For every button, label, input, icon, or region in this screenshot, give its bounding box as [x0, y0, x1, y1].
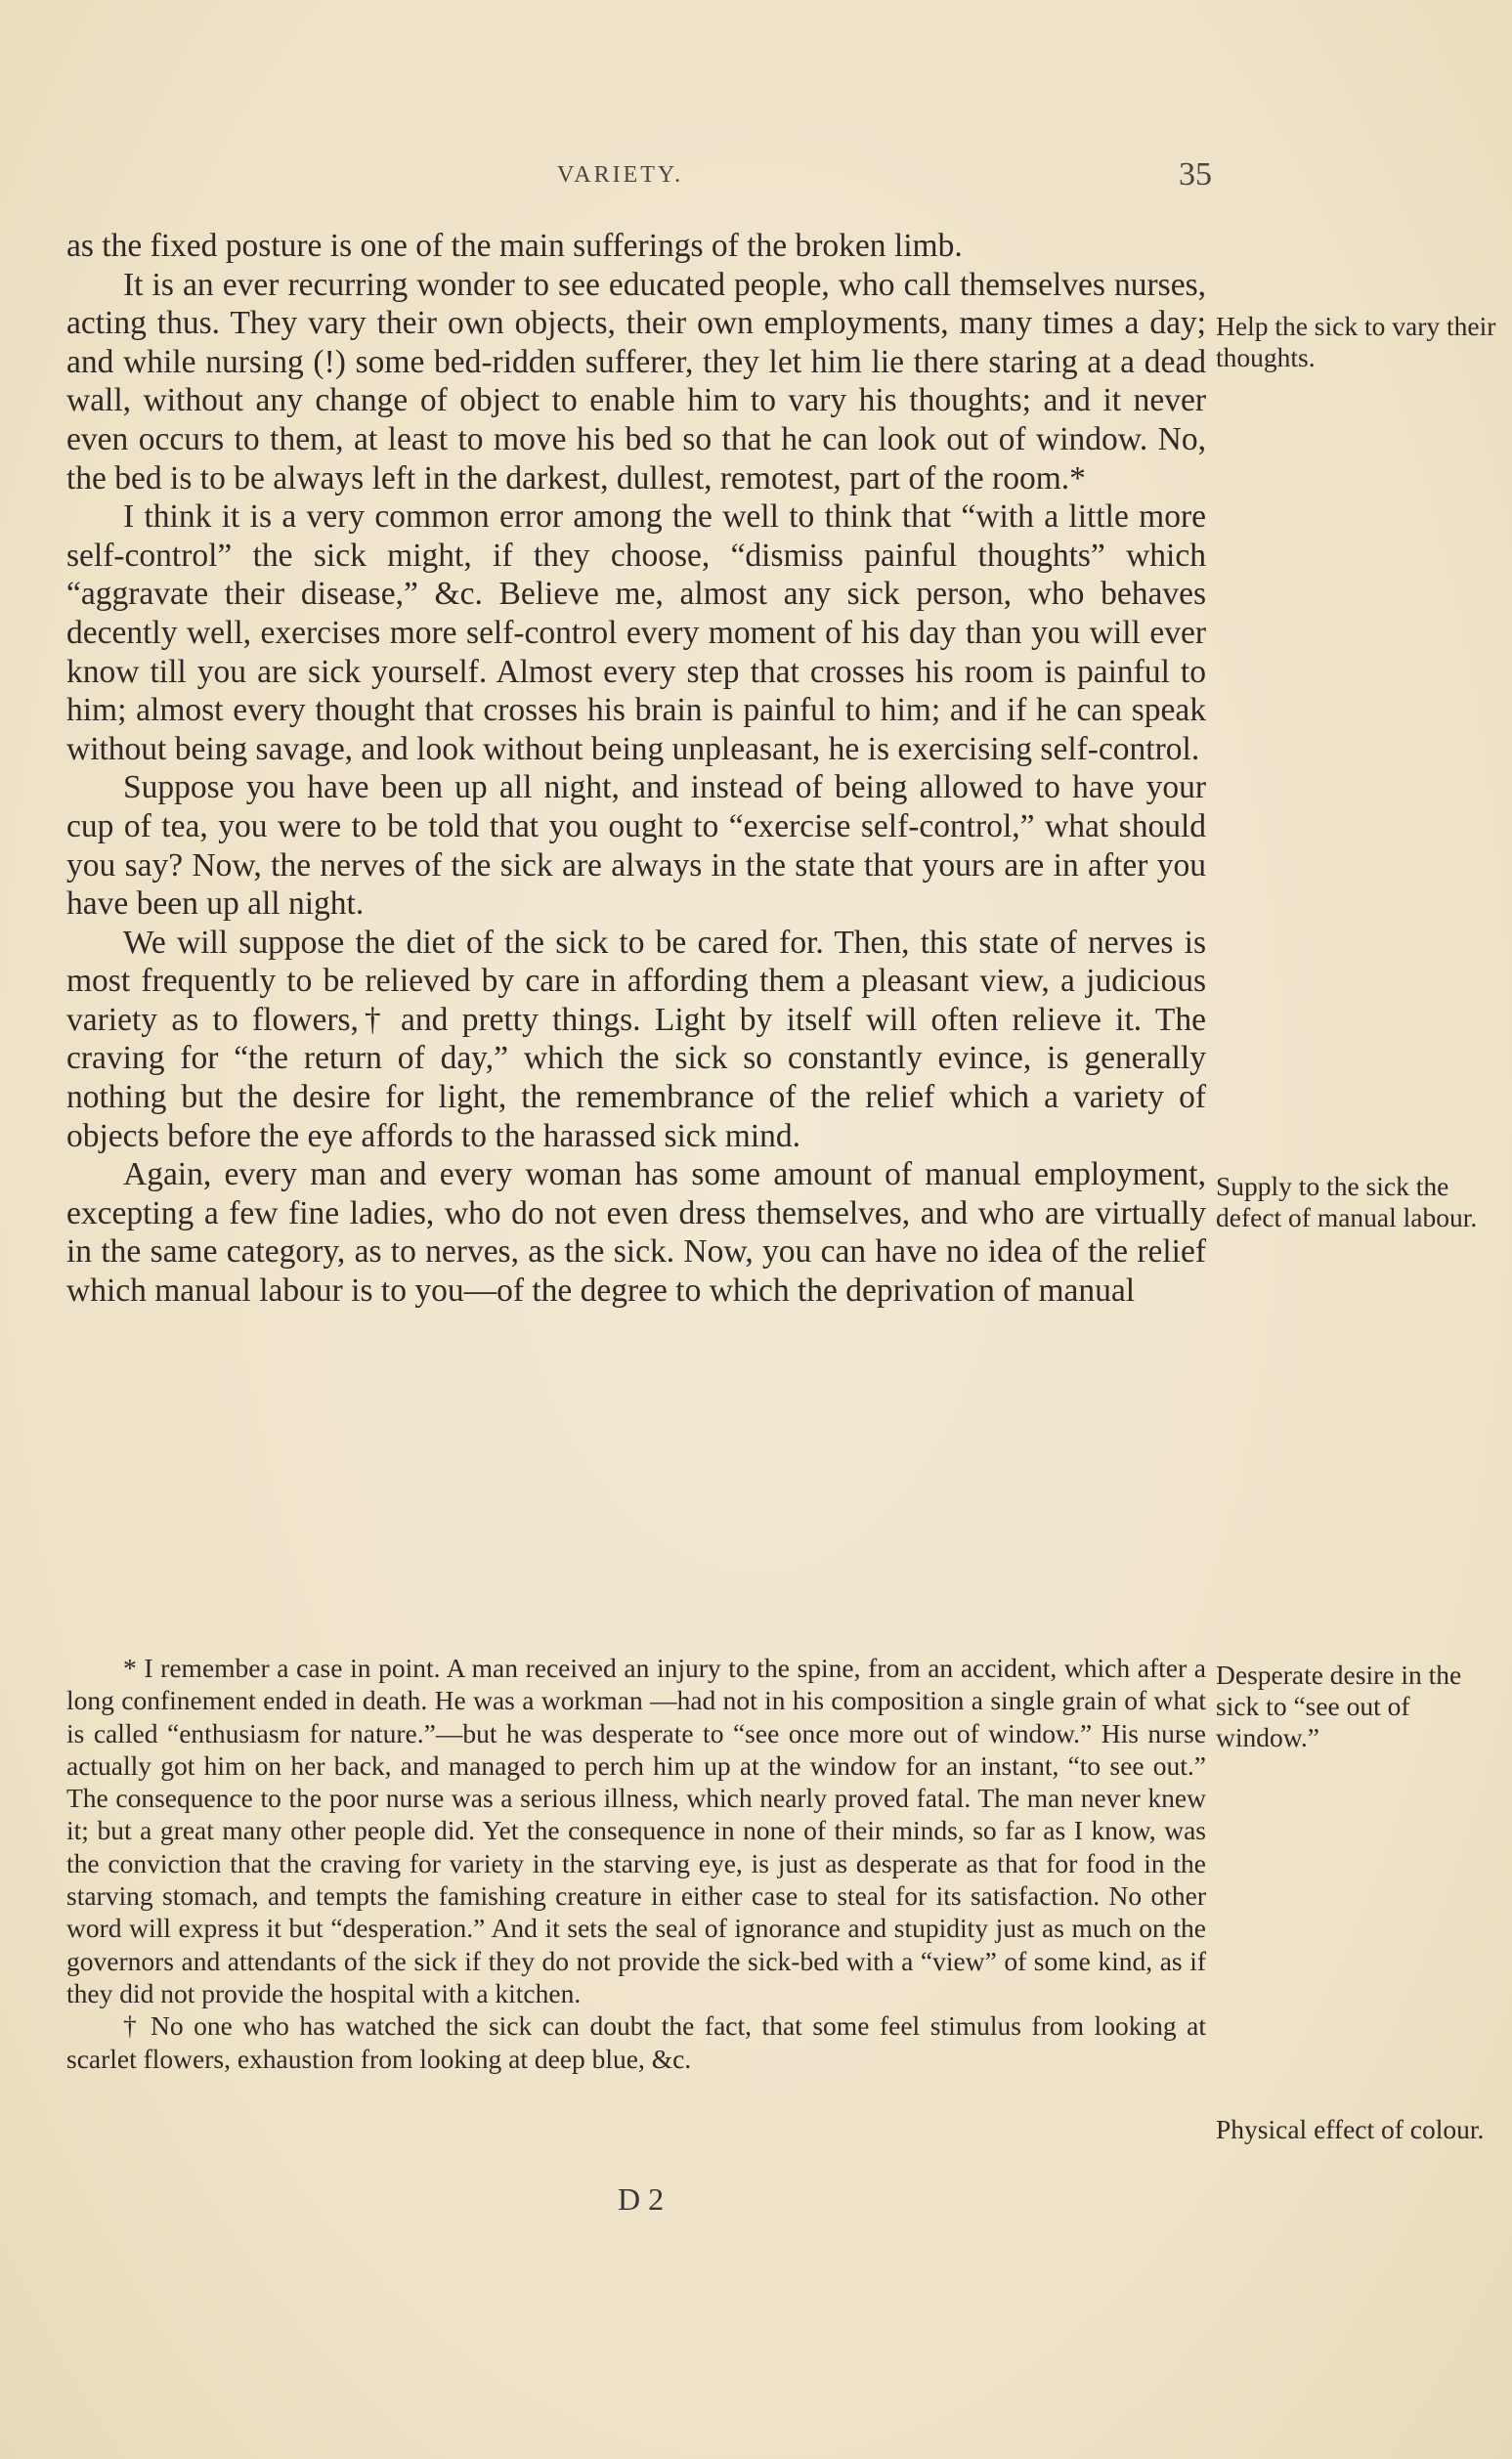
paragraph: We will suppose the diet of the sick to be cared for. Then, this state of nerves is most frequently to be relieved by care in affording them a pleasant view, a judicious variety as to flowers,† and pretty things. Light by itself will often relieve it. The craving for “the return of day,” which the sick so constantly evince, is generally nothing but the desire for light, the remembrance of the relief which a variety of objects before the eye affords to the harassed sick mind.	[66, 924, 1206, 1154]
margin-note-text: Help the sick to vary their thoughts.	[1216, 311, 1496, 372]
margin-note	[1216, 1171, 1499, 1233]
margin-note	[1216, 311, 1499, 373]
paragraph: Suppose you have been up all night, and instead of being allowed to have your cup of tea, you were to be told that you ought to “exercise self-control,” what should you say? Now, the nerves of the sick are always in the state that yours are in after you have been up all night.	[66, 769, 1206, 923]
paragraph: It is an ever recurring wonder to see educated people, who call themselves nurses, acting thus. They vary their own objects, their own employments, many times a day; and while nursing (!) some bed-ridden sufferer, they let him lie there staring at a dead wall, without any change of object to enable him to vary his thoughts; and it never even occurs to them, at least to move his bed so that he can look out of window. No, the bed is to be always left in the darkest, dullest, remotest, part of the room.*	[66, 266, 1206, 496]
margin-note-text: Desperate desire in the sick to “see out of window.”	[1216, 1660, 1462, 1752]
paragraph: as the fixed posture is one of the main sufferings of the broken limb.	[66, 228, 963, 264]
margin-note	[1216, 2114, 1499, 2145]
footnote: † No one who has watched the sick can doubt the fact, that some feel stimulus from looking at scarlet flowers, exhaustion from looking at deep blue, &c.	[66, 2010, 1206, 2074]
margin-note-text: Supply to the sick the defect of manual labour.	[1216, 1171, 1478, 1232]
margin-note-text: Physical effect of colour.	[1216, 2114, 1485, 2144]
margin-note	[1216, 1660, 1499, 1753]
paragraph: Again, every man and every woman has some amount of manual employment, excepting a few fine ladies, who do not even dress themselves, and who are virtually in the same category, as to nerves, as the sick. Now, you can have no idea of the relief which manual labour is to you—of the degree to which the deprivation of manual	[66, 1156, 1206, 1310]
running-title: VARIETY.	[557, 162, 684, 188]
main-text	[66, 227, 1206, 1311]
signature-mark: D 2	[618, 2181, 665, 2217]
paragraph: I think it is a very common error among the well to think that “with a little more self-control” the sick might, if they choose, “dismiss painful thoughts” which “aggravate their disease,” &c. Believe me, almost any sick person, who behaves decently well, exercises more self-control every moment of his day than you will ever know till you are sick yourself. Almost every step that crosses his room is painful to him; almost every thought that crosses his brain is painful to him; and if he can speak without being savage, and look without being unpleasant, he is exercising self-control.	[66, 498, 1206, 767]
footnotes	[66, 1652, 1206, 2075]
footnote: * I remember a case in point. A man received an injury to the spine, from an accident, which after a long confinement ended in death. He was a workman —had not in his composition a single grain of what is called “enthusiasm for nature.”—but he was desperate to “see once more out of window.” His nurse actually got him on her back, and managed to perch him up at the window for an instant, “to see out.” The consequence to the poor nurse was a serious illness, which nearly proved fatal. The man never knew it; but a great many other people did. Yet the consequence in none of their minds, so far as I know, was the conviction that the craving for variety in the starving eye, is just as desperate as that for food in the starving stomach, and tempts the famishing creature in either case to steal for its satisfaction. No other word will express it but “desperation.” And it sets the seal of ignorance and stupidity just as much on the governors and attendants of the sick if they do not provide the sick-bed with a “view” of some kind, as if they did not provide the hospital with a kitchen.	[66, 1653, 1206, 2008]
page-number: 35	[1179, 156, 1212, 193]
page-header	[557, 156, 1212, 205]
